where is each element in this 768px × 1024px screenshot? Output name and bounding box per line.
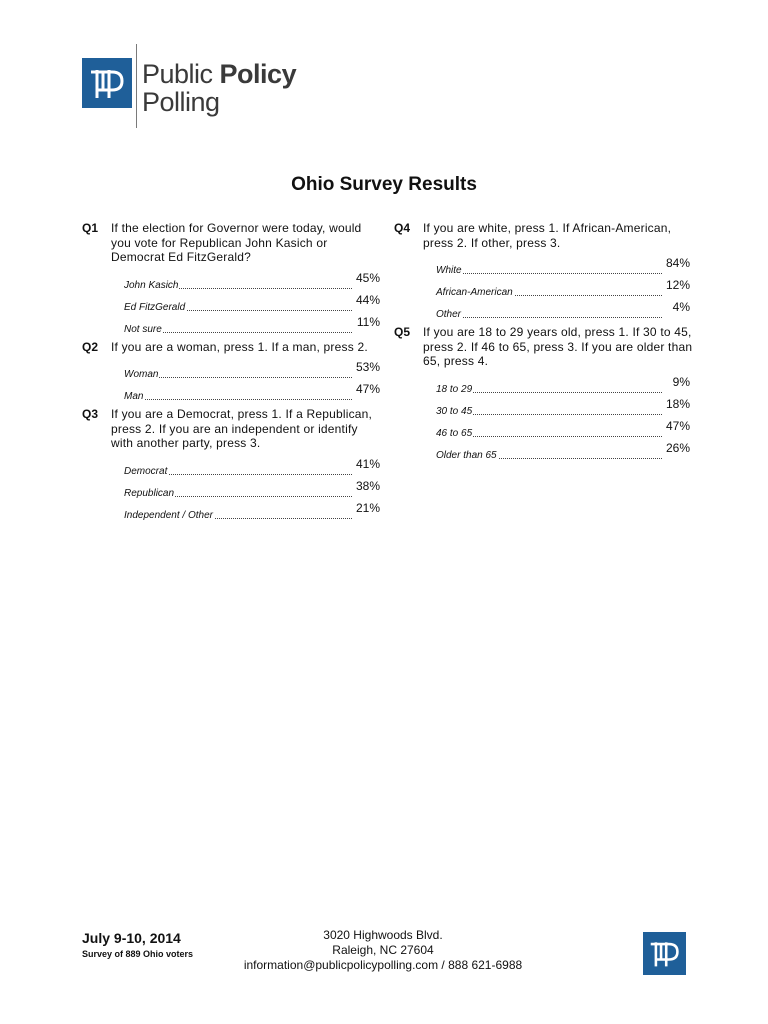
logo-divider	[136, 44, 137, 128]
footer-address	[200, 928, 566, 973]
answer-row	[436, 441, 690, 463]
answer-value: 18%	[665, 396, 690, 411]
answer-label: John Kasich	[124, 279, 179, 291]
answer-label: 46 to 65	[436, 427, 473, 439]
answer-row	[436, 256, 690, 278]
answer-label: Not sure	[124, 323, 162, 335]
address-line-2: Raleigh, NC 27604	[332, 943, 434, 957]
question-number: Q4	[394, 221, 411, 235]
question-text: If you are a Democrat, press 1. If a Republican, press 2. If you are an independent or identify with another party, press 3.	[111, 407, 373, 450]
answer-row	[436, 300, 690, 322]
question-number: Q5	[394, 325, 411, 339]
ppp-logo-mark-icon	[82, 58, 132, 108]
logo-word-policy: Policy	[219, 59, 297, 89]
answer-value: 84%	[665, 256, 690, 270]
survey-date: July 9-10, 2014	[82, 930, 181, 946]
contact-line: information@publicpolicypolling.com / 888 621-6988	[243, 958, 523, 972]
answer-list	[436, 256, 690, 322]
answer-value: 45%	[355, 270, 380, 285]
answer-row	[124, 271, 380, 293]
question-text: If you are 18 to 29 years old, press 1. If 30 to 45, press 2. If 46 to 65, press 3. If you are older than 65, press 4.	[423, 325, 693, 368]
answer-value: 44%	[355, 292, 380, 307]
page-title: Ohio Survey Results	[291, 174, 477, 195]
right-column	[394, 221, 694, 466]
answer-row	[436, 278, 690, 300]
answer-list	[124, 360, 380, 404]
answer-row	[124, 360, 380, 382]
answer-value: 47%	[665, 418, 690, 433]
answer-value: 21%	[355, 500, 380, 515]
answer-value: 11%	[356, 314, 380, 329]
answer-list	[124, 457, 380, 523]
answer-row	[436, 397, 690, 419]
answer-label: White	[436, 265, 462, 276]
answer-list	[436, 375, 690, 463]
answer-value: 4%	[672, 300, 690, 314]
question-text: If the election for Governor were today, would you vote for Republican John Kasich or Democrat Ed FitzGerald?	[111, 221, 362, 264]
question-q1	[82, 221, 382, 337]
answer-value: 9%	[672, 374, 690, 389]
address-line-1: 3020 Highwoods Blvd.	[323, 928, 443, 942]
answer-value: 53%	[355, 360, 380, 374]
answer-label: 30 to 45	[436, 405, 473, 417]
answer-value: 41%	[355, 456, 380, 471]
answer-value: 38%	[355, 478, 380, 493]
footer-date-block	[82, 930, 193, 959]
answer-list	[124, 271, 380, 337]
survey-sample: Survey of 889 Ohio voters	[82, 949, 194, 959]
answer-label: Older than 65	[436, 449, 497, 461]
answer-value: 47%	[355, 382, 380, 396]
answer-label: African-American	[436, 287, 513, 298]
answer-row	[124, 293, 380, 315]
question-number: Q1	[82, 221, 99, 235]
answer-row	[124, 457, 380, 479]
answer-label: Woman	[124, 369, 159, 380]
question-q4	[394, 221, 694, 322]
dot-leader	[124, 399, 352, 400]
answer-row	[124, 382, 380, 404]
answer-value: 26%	[665, 440, 690, 455]
answer-row	[124, 479, 380, 501]
question-q3	[82, 407, 382, 523]
ppp-footer-logo-icon	[643, 932, 686, 975]
answer-label: Democrat	[124, 465, 168, 477]
answer-value: 12%	[665, 278, 690, 292]
left-column	[82, 221, 382, 526]
answer-label: Man	[124, 391, 144, 402]
question-text: If you are white, press 1. If African-American, press 2. If other, press 3.	[423, 221, 672, 250]
answer-label: Other	[436, 309, 462, 320]
question-number: Q3	[82, 407, 99, 421]
logo-word-polling: Polling	[142, 87, 220, 117]
answer-row	[436, 419, 690, 441]
logo-word-public: Public	[142, 59, 220, 89]
answer-label: 18 to 29	[436, 383, 473, 395]
answer-label: Independent / Other	[124, 509, 213, 521]
answer-label: Ed FitzGerald	[124, 301, 186, 313]
dot-leader	[436, 317, 662, 318]
question-q5	[394, 325, 694, 463]
answer-row	[124, 315, 380, 337]
dot-leader	[436, 273, 662, 274]
question-text: If you are a woman, press 1. If a man, press 2.	[111, 339, 368, 354]
logo-wordmark	[142, 60, 296, 116]
answer-label: Republican	[124, 487, 175, 499]
answer-row	[124, 501, 380, 523]
answer-row	[436, 375, 690, 397]
question-q2	[82, 340, 382, 405]
question-number: Q2	[82, 339, 99, 354]
